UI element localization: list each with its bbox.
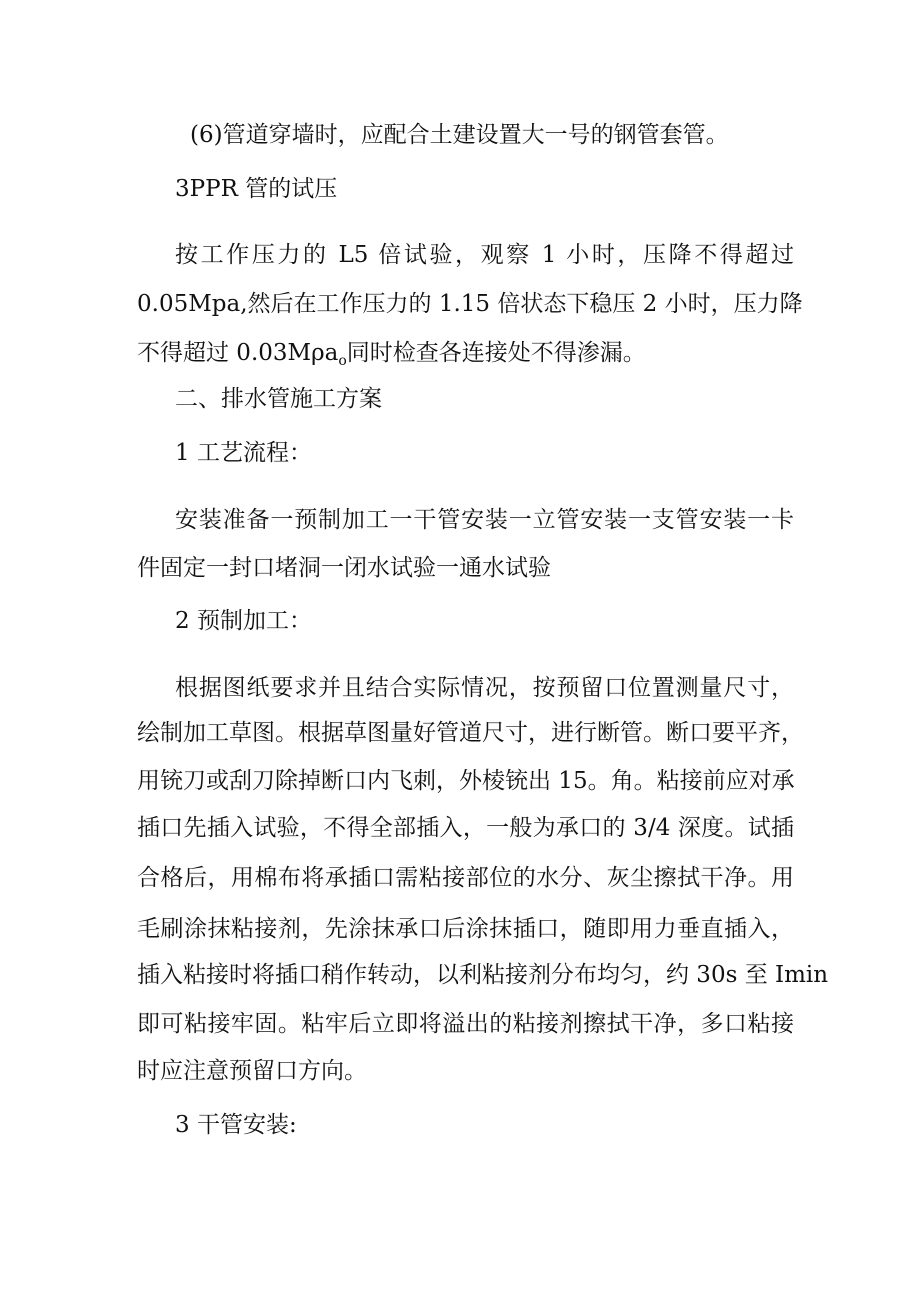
paragraph-pressure-test-line-2: 0.05Mpa,然后在工作压力的 1.15 倍状态下稳压 2 小时，压力降 — [137, 291, 803, 317]
paragraph-pressure-test-line-1: 按工作压力的 L5 倍试验，观察 1 小时，压降不得超过 — [175, 242, 794, 268]
paragraph-pipe-sleeve: (6)管道穿墙时，应配合土建设置大一号的钢管套管。 — [190, 122, 729, 148]
paragraph-prefab-line-3: 用铳刀或刮刀除掉断口内飞刺，外棱铳出 15。角。粘接前应对承 — [137, 768, 795, 794]
paragraph-prefab-line-9: 时应注意预留口方向。 — [137, 1058, 367, 1084]
heading-main-pipe-install: 3 干管安装: — [175, 1112, 297, 1138]
paragraph-prefab-line-4: 插口先插入试验，不得全部插入，一般为承口的 3/4 深度。试插 — [137, 815, 794, 841]
paragraph-process-flow-line-1: 安装准备一预制加工一干管安装一立管安装一支管安装一卡 — [175, 507, 794, 533]
heading-process-flow: 1 工艺流程： — [175, 440, 312, 466]
paragraph-prefab-line-1: 根据图纸要求并且结合实际情况，按预留口位置测量尺寸， — [175, 675, 794, 701]
paragraph-prefab-line-8: 即可粘接牢固。粘牢后立即将溢出的粘接剂擦拭干净，多口粘接 — [137, 1011, 794, 1037]
paragraph-prefab-line-5: 合格后，用棉布将承插口需粘接部位的水分、灰尘擦拭干净。用 — [137, 865, 794, 891]
paragraph-prefab-line-6: 毛刷涂抹粘接剂，先涂抹承口后涂抹插口，随即用力垂直插入， — [137, 916, 794, 942]
pressure-test-line-3-end: 同时检查各连接处不得渗漏。 — [346, 340, 646, 366]
heading-ppr-pressure-test: 3PPR 管的试压 — [175, 176, 338, 202]
pressure-unit-subscript: o — [338, 353, 347, 369]
paragraph-prefab-line-7: 插入粘接时将插口稍作转动，以利粘接剂分布均匀，约 30s 至 Imin — [137, 962, 829, 988]
paragraph-process-flow-line-2: 件固定一封口堵洞一闭水试验一通水试验 — [137, 555, 551, 581]
paragraph-pressure-test-line-3 — [137, 338, 646, 376]
paragraph-prefab-line-2: 绘制加工草图。根据草图量好管道尺寸，进行断管。断口要平齐， — [137, 720, 804, 746]
pressure-test-line-3-start: 不得超过 0.03Mρa — [137, 340, 339, 366]
heading-prefabrication: 2 预制加工： — [175, 608, 312, 634]
heading-drain-pipe-plan: 二、排水管施工方案 — [175, 386, 382, 412]
